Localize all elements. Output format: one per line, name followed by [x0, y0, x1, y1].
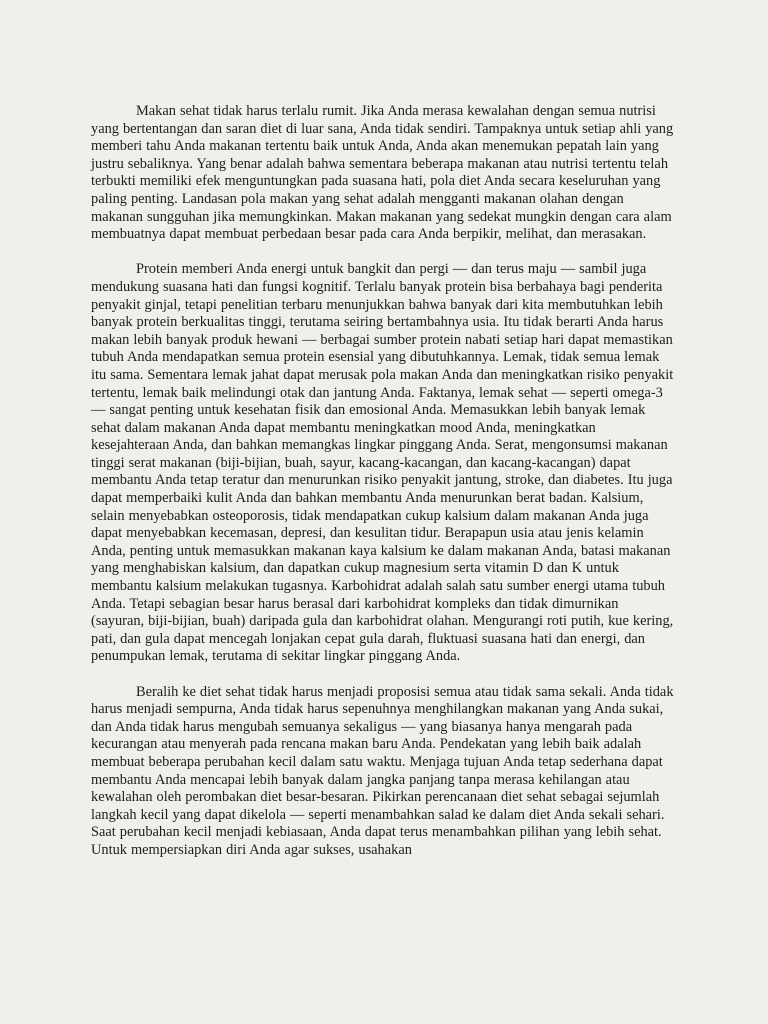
- document-body: [91, 103, 675, 860]
- paragraph-nutrients: Protein memberi Anda energi untuk bangkit dan pergi — dan terus maju — sambil juga mendukung suasana hati dan fungsi kognitif. Terlalu banyak protein bisa berbahaya bagi penderita penyakit ginjal, tetapi penelitian terbaru menunjukkan bahwa banyak dari kita membutuhkan lebih banyak protein berkualitas tinggi, terutama seiring bertambahnya usia. Itu tidak berarti Anda harus makan lebih banyak produk hewani — berbagai sumber protein nabati setiap hari dapat memastikan tubuh Anda mendapatkan semua protein esensial yang dibutuhkannya. Lemak, tidak semua lemak itu sama. Sementara lemak jahat dapat merusak pola makan Anda dan meningkatkan risiko penyakit tertentu, lemak baik melindungi otak dan jantung Anda. Faktanya, lemak sehat — seperti omega-3 — sangat penting untuk kesehatan fisik dan emosional Anda. Memasukkan lebih banyak lemak sehat dalam makanan Anda dapat membantu meningkatkan mood Anda, meningkatkan kesejahteraan Anda, dan bahkan memangkas lingkar pinggang Anda. Serat, mengonsumsi makanan tinggi serat makanan (biji-bijian, buah, sayur, kacang-kacangan, dan kacang-kacangan) dapat membantu Anda tetap teratur dan menurunkan risiko penyakit jantung, stroke, dan diabetes. Itu juga dapat memperbaiki kulit Anda dan bahkan membantu Anda menurunkan berat badan. Kalsium, selain menyebabkan osteoporosis, tidak mendapatkan cukup kalsium dalam makanan Anda juga dapat menyebabkan kecemasan, depresi, dan kesulitan tidur. Berapapun usia atau jenis kelamin Anda, penting untuk memasukkan makanan kaya kalsium ke dalam makanan Anda, batasi makanan yang menghabiskan kalsium, dan dapatkan cukup magnesium serta vitamin D dan K untuk membantu kalsium melakukan tugasnya. Karbohidrat adalah salah satu sumber energi utama tubuh Anda. Tetapi sebagian besar harus berasal dari karbohidrat kompleks dan tidak dimurnikan (sayuran, biji-bijian, buah) daripada gula dan karbohidrat olahan. Mengurangi roti putih, kue kering, pati, dan gula dapat mencegah lonjakan cepat gula darah, fluktuasi suasana hati dan energi, dan penumpukan lemak, terutama di sekitar lingkar pinggang Anda.: [91, 261, 674, 665]
- paragraph-switching-diet: Beralih ke diet sehat tidak harus menjadi proposisi semua atau tidak sama sekali. Anda tidak harus menjadi sempurna, Anda tidak harus sepenuhnya menghilangkan makanan yang Anda sukai, dan Anda tidak harus mengubah semuanya sekaligus — yang biasanya hanya mengarah pada kecurangan atau menyerah pada rencana makan baru Anda. Pendekatan yang lebih baik adalah membuat beberapa perubahan kecil dalam satu waktu. Menjaga tujuan Anda tetap sederhana dapat membantu Anda mencapai lebih banyak dalam jangka panjang tanpa merasa kehilangan atau kewalahan oleh perombakan diet besar-besaran. Pikirkan perencanaan diet sehat sebagai sejumlah langkah kecil yang dapat dikelola — seperti menambahkan salad ke dalam diet Anda sekali sehari. Saat perubahan kecil menjadi kebiasaan, Anda dapat terus menambahkan pilihan yang lebih sehat. Untuk mempersiapkan diri Anda agar sukses, usahakan: [91, 683, 674, 858]
- paragraph-healthy-eating-intro: Makan sehat tidak harus terlalu rumit. Jika Anda merasa kewalahan dengan semua nutrisi yang bertentangan dan saran diet di luar sana, Anda tidak sendiri. Tampaknya untuk setiap ahli yang memberi tahu Anda makanan tertentu baik untuk Anda, Anda akan menemukan pepatah lain yang justru sebaliknya. Yang benar adalah bahwa sementara beberapa makanan atau nutrisi tertentu telah terbukti memiliki efek menguntungkan pada suasana hati, pola diet Anda secara keseluruhan yang paling penting. Landasan pola makan yang sehat adalah mengganti makanan olahan dengan makanan sungguhan jika memungkinkan. Makan makanan yang sedekat mungkin dengan cara alam membuatnya dapat membuat perbedaan besar pada cara Anda berpikir, melihat, dan merasakan.: [91, 103, 674, 243]
